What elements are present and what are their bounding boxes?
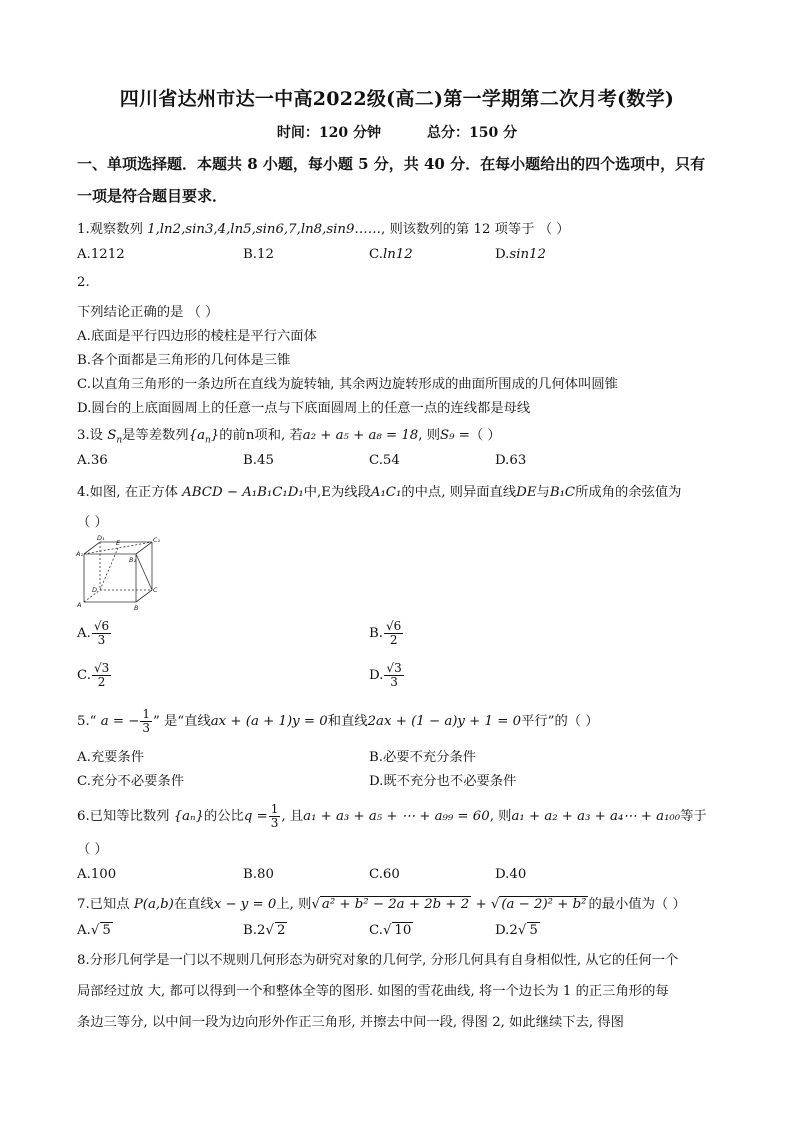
q5-line2: 2ax + (1 − a)y + 1 = 0: [367, 714, 522, 729]
q6-stem-b: 的公比: [203, 809, 244, 824]
q8-paragraph: [77, 945, 717, 1038]
q5-option-c: C.充分不必要条件: [77, 774, 185, 789]
q7-radicand-1: a² + b² − 2a + 2b + 2: [321, 897, 470, 912]
q4-stem-e: 所成角的余弦值为: [575, 485, 682, 500]
q3-sn: $S_n$: [107, 428, 123, 446]
q3-option-c: C.54: [369, 453, 400, 468]
q2-option-a: A.底面是平行四边形的棱柱是平行六面体: [77, 329, 317, 344]
exam-time: 时间：120 分钟: [276, 125, 381, 141]
edge-b-c: [136, 590, 152, 602]
q4-stem-b: 中,E为线段: [303, 485, 371, 500]
label-e: E: [116, 539, 121, 547]
q7-option-b-prefix: B.2: [243, 923, 266, 938]
q3-option-b: B.45: [243, 453, 274, 468]
q5-stem-c: 和直线: [327, 714, 368, 729]
q6-stem-c: , 且: [281, 809, 304, 824]
q7-stem-c: 上, 则: [276, 897, 312, 912]
q4-option-c-fraction: [92, 662, 111, 689]
q4-option-b: [369, 620, 404, 647]
label-c1: C₁: [153, 536, 160, 544]
q4-option-a-fraction: [92, 620, 111, 647]
q3-stem-c: 的前n项和, 若: [219, 428, 303, 443]
q3-stem-d: , 则: [418, 428, 441, 443]
q3-equation: a₂ + a₅ + a₈ = 18: [302, 428, 419, 443]
q7-stem-d: 的最小值为（ ）: [588, 897, 686, 912]
q7-stem: [77, 893, 686, 912]
q7-option-b: B.2√ 2: [243, 923, 286, 938]
exam-score: 总分：150 分: [427, 125, 518, 141]
q5-option-a: A.充要条件: [77, 750, 145, 765]
q7-option-c-value: 10: [394, 923, 412, 938]
label-b: B: [134, 604, 139, 612]
q7-option-a-value: 5: [102, 923, 111, 938]
q7-option-c: C.√ 10: [369, 923, 412, 938]
q2-number: 2.: [77, 275, 90, 290]
q4-option-b-fraction: [384, 620, 403, 647]
q1-option-a: A.1212: [77, 247, 125, 262]
q1-option-d-math: sin12: [509, 247, 546, 262]
q7-plus: +: [471, 897, 491, 912]
q8-line3: 条边三等分, 以中间一段为边向形外作正三角形, 并擦去中间一段, 得图 2, 如此继续下去, 得图: [77, 1015, 624, 1030]
q7-point: P(a,b): [133, 897, 174, 912]
label-c: C: [153, 586, 158, 594]
q7-option-d-prefix: D.2: [495, 923, 518, 938]
q6-stem: [77, 803, 707, 830]
q1-option-d-prefix: D.: [495, 247, 510, 262]
q4-option-d-fraction: [384, 662, 403, 689]
q4-stem: [77, 481, 681, 500]
q5-frac-den: 3: [142, 721, 151, 735]
q4-cube: ABCD − A₁B₁C₁D₁: [182, 485, 304, 500]
section-heading-line2: 一项是符合题目要求．: [77, 187, 228, 205]
q7-option-a-prefix: A.: [77, 923, 91, 938]
q4-stem-d: 与: [536, 485, 550, 500]
q3-option-a: A.36: [77, 453, 108, 468]
q6-ratio: q =: [243, 809, 268, 824]
q1-option-b: B.12: [243, 247, 274, 262]
q6-frac-den: 3: [270, 816, 279, 830]
q4-option-c-den: 2: [97, 675, 106, 689]
q4-option-c-prefix: C.: [77, 668, 91, 683]
q4-cube-figure: [74, 534, 160, 612]
page-title: 四川省达州市达一中高2022级(高二)第一学期第二次月考(数学): [119, 88, 675, 110]
q4-option-d-num: √3: [386, 661, 402, 675]
q5-option-b: B.必要不充分条件: [369, 750, 477, 765]
q7-radical-sign-1: √: [311, 897, 320, 912]
q5-option-d: D.既不充分也不必要条件: [369, 774, 517, 789]
q1-option-c-prefix: C.: [369, 247, 383, 262]
q5-line1: ax + (a + 1)y = 0: [210, 714, 328, 729]
q5-frac-num: 1: [142, 707, 151, 721]
q1-option-c-math: ln12: [382, 247, 413, 262]
q5-condition: a = −: [100, 714, 140, 729]
q4-option-d: [369, 662, 405, 689]
q7-option-d: D.2√ 5: [495, 923, 538, 938]
q7-stem-b: 在直线: [173, 897, 214, 912]
q7-option-c-prefix: C.: [369, 923, 383, 938]
q4-stem-a: 4.如图, 在正方体: [77, 485, 183, 500]
q3-stem: [77, 424, 501, 446]
q4-option-b-num: √6: [386, 619, 402, 633]
q7-line: x − y = 0: [213, 897, 277, 912]
q3-option-d: D.63: [495, 453, 527, 468]
q5-stem-b: ” 是“直线: [153, 714, 211, 729]
q1-stem: [77, 218, 570, 237]
q1-sequence: 1,ln2,sin3,4,ln5,sin6,7,ln8,sin9……: [147, 222, 382, 237]
q8-line1: 8.分形几何学是一门以不规则几何形态为研究对象的几何学, 分形几何具有自身相似性, 从它的任何一个: [77, 953, 679, 968]
q7-option-d-value: 5: [529, 923, 538, 938]
q5-stem: [77, 708, 599, 735]
q6-frac-num: 1: [270, 802, 279, 816]
q6-paren: （ ）: [77, 842, 108, 857]
q3-paren: （ ）: [469, 428, 501, 443]
q4-option-a-prefix: A.: [77, 626, 91, 641]
label-d: D: [92, 586, 98, 594]
q6-stem-d: , 则: [489, 809, 512, 824]
q4-option-a-den: 3: [97, 633, 106, 647]
q6-stem-a: 6.已知等比数列: [77, 809, 174, 824]
label-b1: B₁: [129, 556, 137, 564]
q1-stem-b: , 则该数列的第 12 项等于 （ ）: [381, 222, 570, 237]
q6-option-d: D.40: [495, 867, 527, 882]
q6-option-b: B.80: [243, 867, 274, 882]
q2-option-d: D.圆台的上底面圆周上的任意一点与下底面圆周上的任意一点的连线都是母线: [77, 401, 531, 416]
q4-option-d-den: 3: [390, 675, 398, 689]
label-a: A: [77, 601, 82, 609]
q3-an: $\{a_n\}$: [188, 428, 220, 446]
q6-sum1: a₁ + a₃ + a₅ + ⋯ + a₉₉ = 60: [303, 809, 490, 824]
q7-stem-a: 7.已知点: [77, 897, 134, 912]
q1-option-d: [495, 247, 546, 262]
q6-stem-e: 等于: [680, 809, 707, 824]
q3-stem-b: 是等差数列: [122, 428, 189, 443]
q7-radical-sign-2: √: [490, 897, 500, 912]
label-d1: D₁: [97, 534, 105, 542]
q3-stem-a: 3.设: [77, 428, 108, 443]
label-a1: A₁: [76, 550, 84, 558]
q4-option-c-num: √3: [93, 661, 110, 675]
q4-option-a: [77, 620, 112, 647]
q2-stem: 下列结论正确的是 （ ）: [77, 305, 219, 320]
q4-paren: （ ）: [77, 515, 108, 530]
q6-sum2: a₁ + a₂ + a₃ + a₄⋯ + a₁₀₀: [511, 809, 681, 824]
q6-sequence: {aₙ}: [173, 809, 204, 824]
q6-option-a: A.100: [77, 867, 117, 882]
q4-option-b-prefix: B.: [369, 626, 383, 641]
q4-option-c: [77, 662, 112, 689]
q1-stem-a: 1.观察数列: [77, 222, 148, 237]
q5-stem-a: 5.“: [77, 714, 101, 729]
q7-option-a: A.√ 5: [77, 923, 111, 938]
q6-option-c: C.60: [369, 867, 400, 882]
q4-stem-c: 的中点, 则异面直线: [401, 485, 517, 500]
q6-fraction: [269, 803, 281, 830]
q7-radicand-2: (a − 2)² + b²: [501, 897, 587, 912]
q4-line-de: DE: [516, 485, 537, 500]
q5-stem-d: 平行”的（ ）: [521, 714, 599, 729]
line-b1-c: [136, 554, 152, 590]
q4-option-a-num: √6: [93, 619, 110, 633]
q2-option-b: B.各个面都是三角形的几何体是三锥: [77, 353, 291, 368]
q4-line-b1c: B₁C: [549, 485, 576, 500]
exam-meta: [0, 122, 794, 142]
q4-option-b-den: 2: [389, 633, 398, 647]
q4-segment: A₁C₁: [370, 485, 402, 500]
section-heading-line1: 一、单项选择题．本题共 8 小题，每小题 5 分，共 40 分．在每小题给出的四个选项中，只有: [77, 155, 706, 173]
q5-fraction: [140, 708, 152, 735]
q7-option-b-value: 2: [276, 923, 286, 938]
q8-line2: 局部经过放 大, 都可以得到一个和整体全等的图形. 如图的雪花曲线, 将一个边长为 1 的正三角形的每: [77, 984, 669, 999]
q1-option-c: [369, 247, 413, 262]
q2-option-c: C.以直角三角形的一条边所在直线为旋转轴, 其余两边旋转形成的曲面所围成的几何体叫圆锥: [77, 377, 618, 392]
section-heading: [77, 148, 727, 212]
q4-option-d-prefix: D.: [369, 668, 384, 683]
q3-s9: S₉ =: [440, 428, 470, 443]
